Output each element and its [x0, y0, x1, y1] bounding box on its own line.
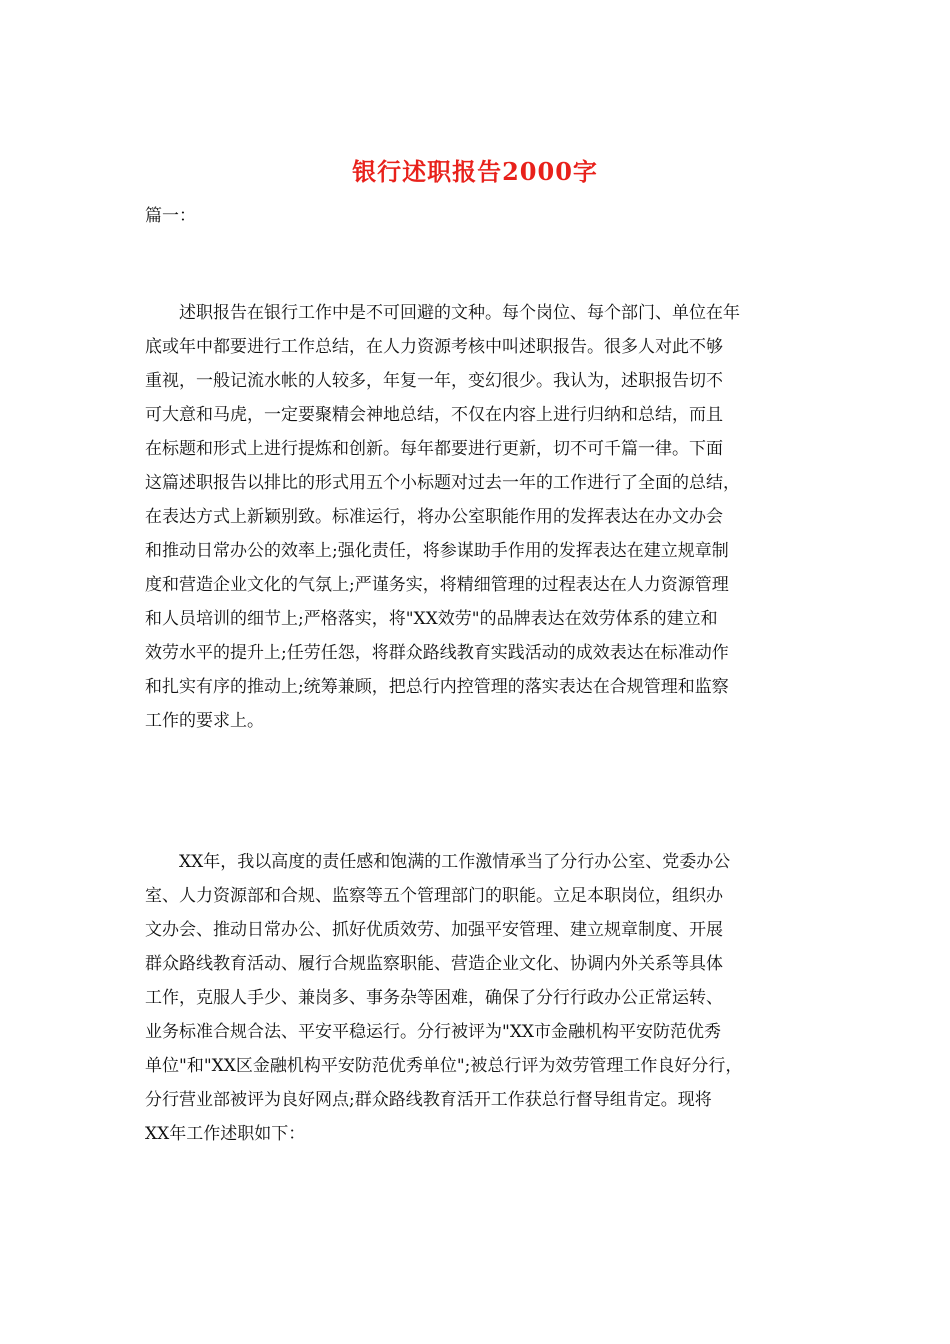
paragraph-line: 在表达方式上新颖别致。标准运行，将办公室职能作用的发挥表达在办文办会 [145, 507, 723, 527]
paragraph-line: 在标题和形式上进行提炼和创新。每年都要进行更新，切不可千篇一律。下面 [145, 439, 723, 459]
paragraph-line: 和扎实有序的推动上;统筹兼顾，把总行内控管理的落实表达在合规管理和监察 [145, 677, 729, 697]
paragraph-line: 单位"和"XX区金融机构平安防范优秀单位";被总行评为效劳管理工作良好分行， [145, 1056, 743, 1076]
paragraph-line: 工作，克服人手少、兼岗多、事务杂等困难，确保了分行行政办公正常运转、 [145, 988, 723, 1008]
paragraph-line: 群众路线教育活动、履行合规监察职能、营造企业文化、协调内外关系等具体 [145, 954, 723, 974]
paragraph-line: 室、人力资源部和合规、监察等五个管理部门的职能。立足本职岗位，组织办 [145, 886, 723, 906]
paragraph-line: 效劳水平的提升上;任劳任怨，将群众路线教育实践活动的成效表达在标准动作 [145, 643, 729, 663]
paragraph-line: 业务标准合规合法、平安平稳运行。分行被评为"XX市金融机构平安防范优秀 [145, 1022, 722, 1042]
paragraph-line: 可大意和马虎，一定要聚精会神地总结，不仅在内容上进行归纳和总结，而且 [145, 405, 723, 425]
paragraph-line: 和推动日常办公的效率上;强化责任，将参谋助手作用的发挥表达在建立规章制 [145, 541, 729, 561]
paragraph-line: 分行营业部被评为良好网点;群众路线教育活开工作获总行督导组肯定。现将 [145, 1090, 712, 1110]
paragraph-line: 这篇述职报告以排比的形式用五个小标题对过去一年的工作进行了全面的总结， [145, 473, 740, 493]
paragraph-1 [145, 296, 810, 738]
paragraph-line: 和人员培训的细节上;严格落实，将"XX效劳"的品牌表达在效劳体系的建立和 [145, 609, 718, 629]
section-label: 篇一： [145, 206, 196, 226]
paragraph-line: XX年工作述职如下： [145, 1124, 306, 1144]
paragraph-line: 述职报告在银行工作中是不可回避的文种。每个岗位、每个部门、单位在年 [179, 303, 740, 323]
paragraph-line: 文办会、推动日常办公、抓好优质效劳、加强平安管理、建立规章制度、开展 [145, 920, 723, 940]
paragraph-line: XX年，我以高度的责任感和饱满的工作激情承当了分行办公室、党委办公 [179, 852, 731, 872]
paragraph-line: 度和营造企业文化的气氛上;严谨务实，将精细管理的过程表达在人力资源管理 [145, 575, 729, 595]
paragraph-line: 工作的要求上。 [145, 711, 264, 731]
paragraph-line: 重视，一般记流水帐的人较多，年复一年，变幻很少。我认为，述职报告切不 [145, 371, 723, 391]
paragraph-2 [145, 845, 810, 1151]
paragraph-line: 底或年中都要进行工作总结，在人力资源考核中叫述职报告。很多人对此不够 [145, 337, 723, 357]
document-title: 银行述职报告2000字 [352, 157, 598, 186]
